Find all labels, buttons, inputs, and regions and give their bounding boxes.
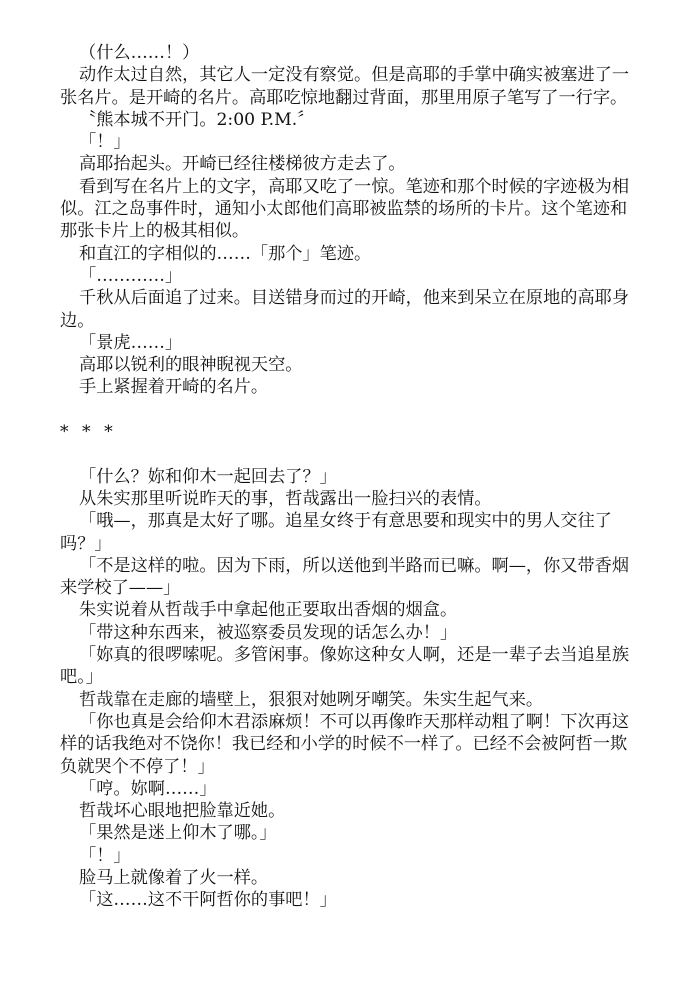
section-separator: * * * [60,422,117,443]
paragraph-17: 朱实说着从哲哉手中拿起他正要取出香烟的烟盒。 [79,600,458,621]
paragraph-14: 从朱实那里听说昨天的事，哲哉露出一脸扫兴的表情。 [79,488,492,509]
paragraph-22: 「哼。妳啊……」 [79,778,217,799]
paragraph-18: 「带这种东西来，被巡察委员发现的话怎么办！」 [79,622,458,643]
paragraph-6: 看到写在名片上的文字，高耶又吃了一惊。笔迹和那个时候的字迹极为相似。江之岛事件时，通知小太郎他们高耶被监禁的场所的卡片。这个笔迹和那张卡片上的极其相似。 [60,176,630,242]
paragraph-4: 「！」 [79,132,131,153]
novel-page [60,42,630,912]
paragraph-10: 「景虎……」 [79,332,183,353]
blank-line [60,443,630,465]
paragraph-9: 千秋从后面追了过来。目送错身而过的开崎，他来到呆立在原地的高耶身边。 [60,288,630,331]
paragraph-26: 脸马上就像着了火一样。 [79,867,269,888]
paragraph-16: 「不是这样的啦。因为下雨，所以送他到半路而已嘛。啊—，你又带香烟来学校了——」 [60,555,630,599]
paragraph-24: 「果然是迷上仰木了哪。」 [79,823,277,844]
paragraph-27: 「这……这不干阿哲你的事吧！」 [79,890,337,911]
paragraph-3: 〝熊本城不开门。2:00 P.M.〞 [79,109,315,130]
paragraph-20: 哲哉靠在走廊的墙壁上，狠狠对她咧牙嘲笑。朱实生起气来。 [79,689,544,710]
paragraph-2: 动作太过自然，其它人一定没有察觉。但是高耶的手掌中确实被塞进了一张名片。是开崎的名片。高耶吃惊地翻过背面，那里用原子笔写了一行字。 [60,65,630,108]
blank-line [60,399,630,421]
paragraph-5: 高耶抬起头。开崎已经往楼梯彼方走去了。 [79,154,406,175]
paragraph-1: （什么……！） [79,43,200,63]
paragraph-8: 「…………」 [79,265,183,286]
paragraph-23: 哲哉坏心眼地把脸靠近她。 [79,801,286,822]
paragraph-13: 「什么？妳和仰木一起回去了？」 [79,466,337,487]
paragraph-11: 高耶以锐利的眼神睨视天空。 [79,355,303,376]
paragraph-19: 「妳真的很啰嗦呢。多管闲事。像妳这种女人啊，还是一辈子去当追星族吧。」 [60,645,630,688]
paragraph-21: 「你也真是会给仰木君添麻烦！不可以再像昨天那样动粗了啊！下次再这样的话我绝对不饶你！我已经和小学的时候不一样了。已经不会被阿哲一欺负就哭个不停了！」 [60,711,630,777]
paragraph-7: 和直江的字相似的……「那个」笔迹。 [79,243,372,264]
paragraph-12: 手上紧握着开崎的名片。 [79,377,269,398]
paragraph-25: 「！」 [79,845,131,866]
paragraph-15: 「哦—，那真是太好了哪。追星女终于有意思要和现实中的男人交往了吗？」 [60,511,612,554]
